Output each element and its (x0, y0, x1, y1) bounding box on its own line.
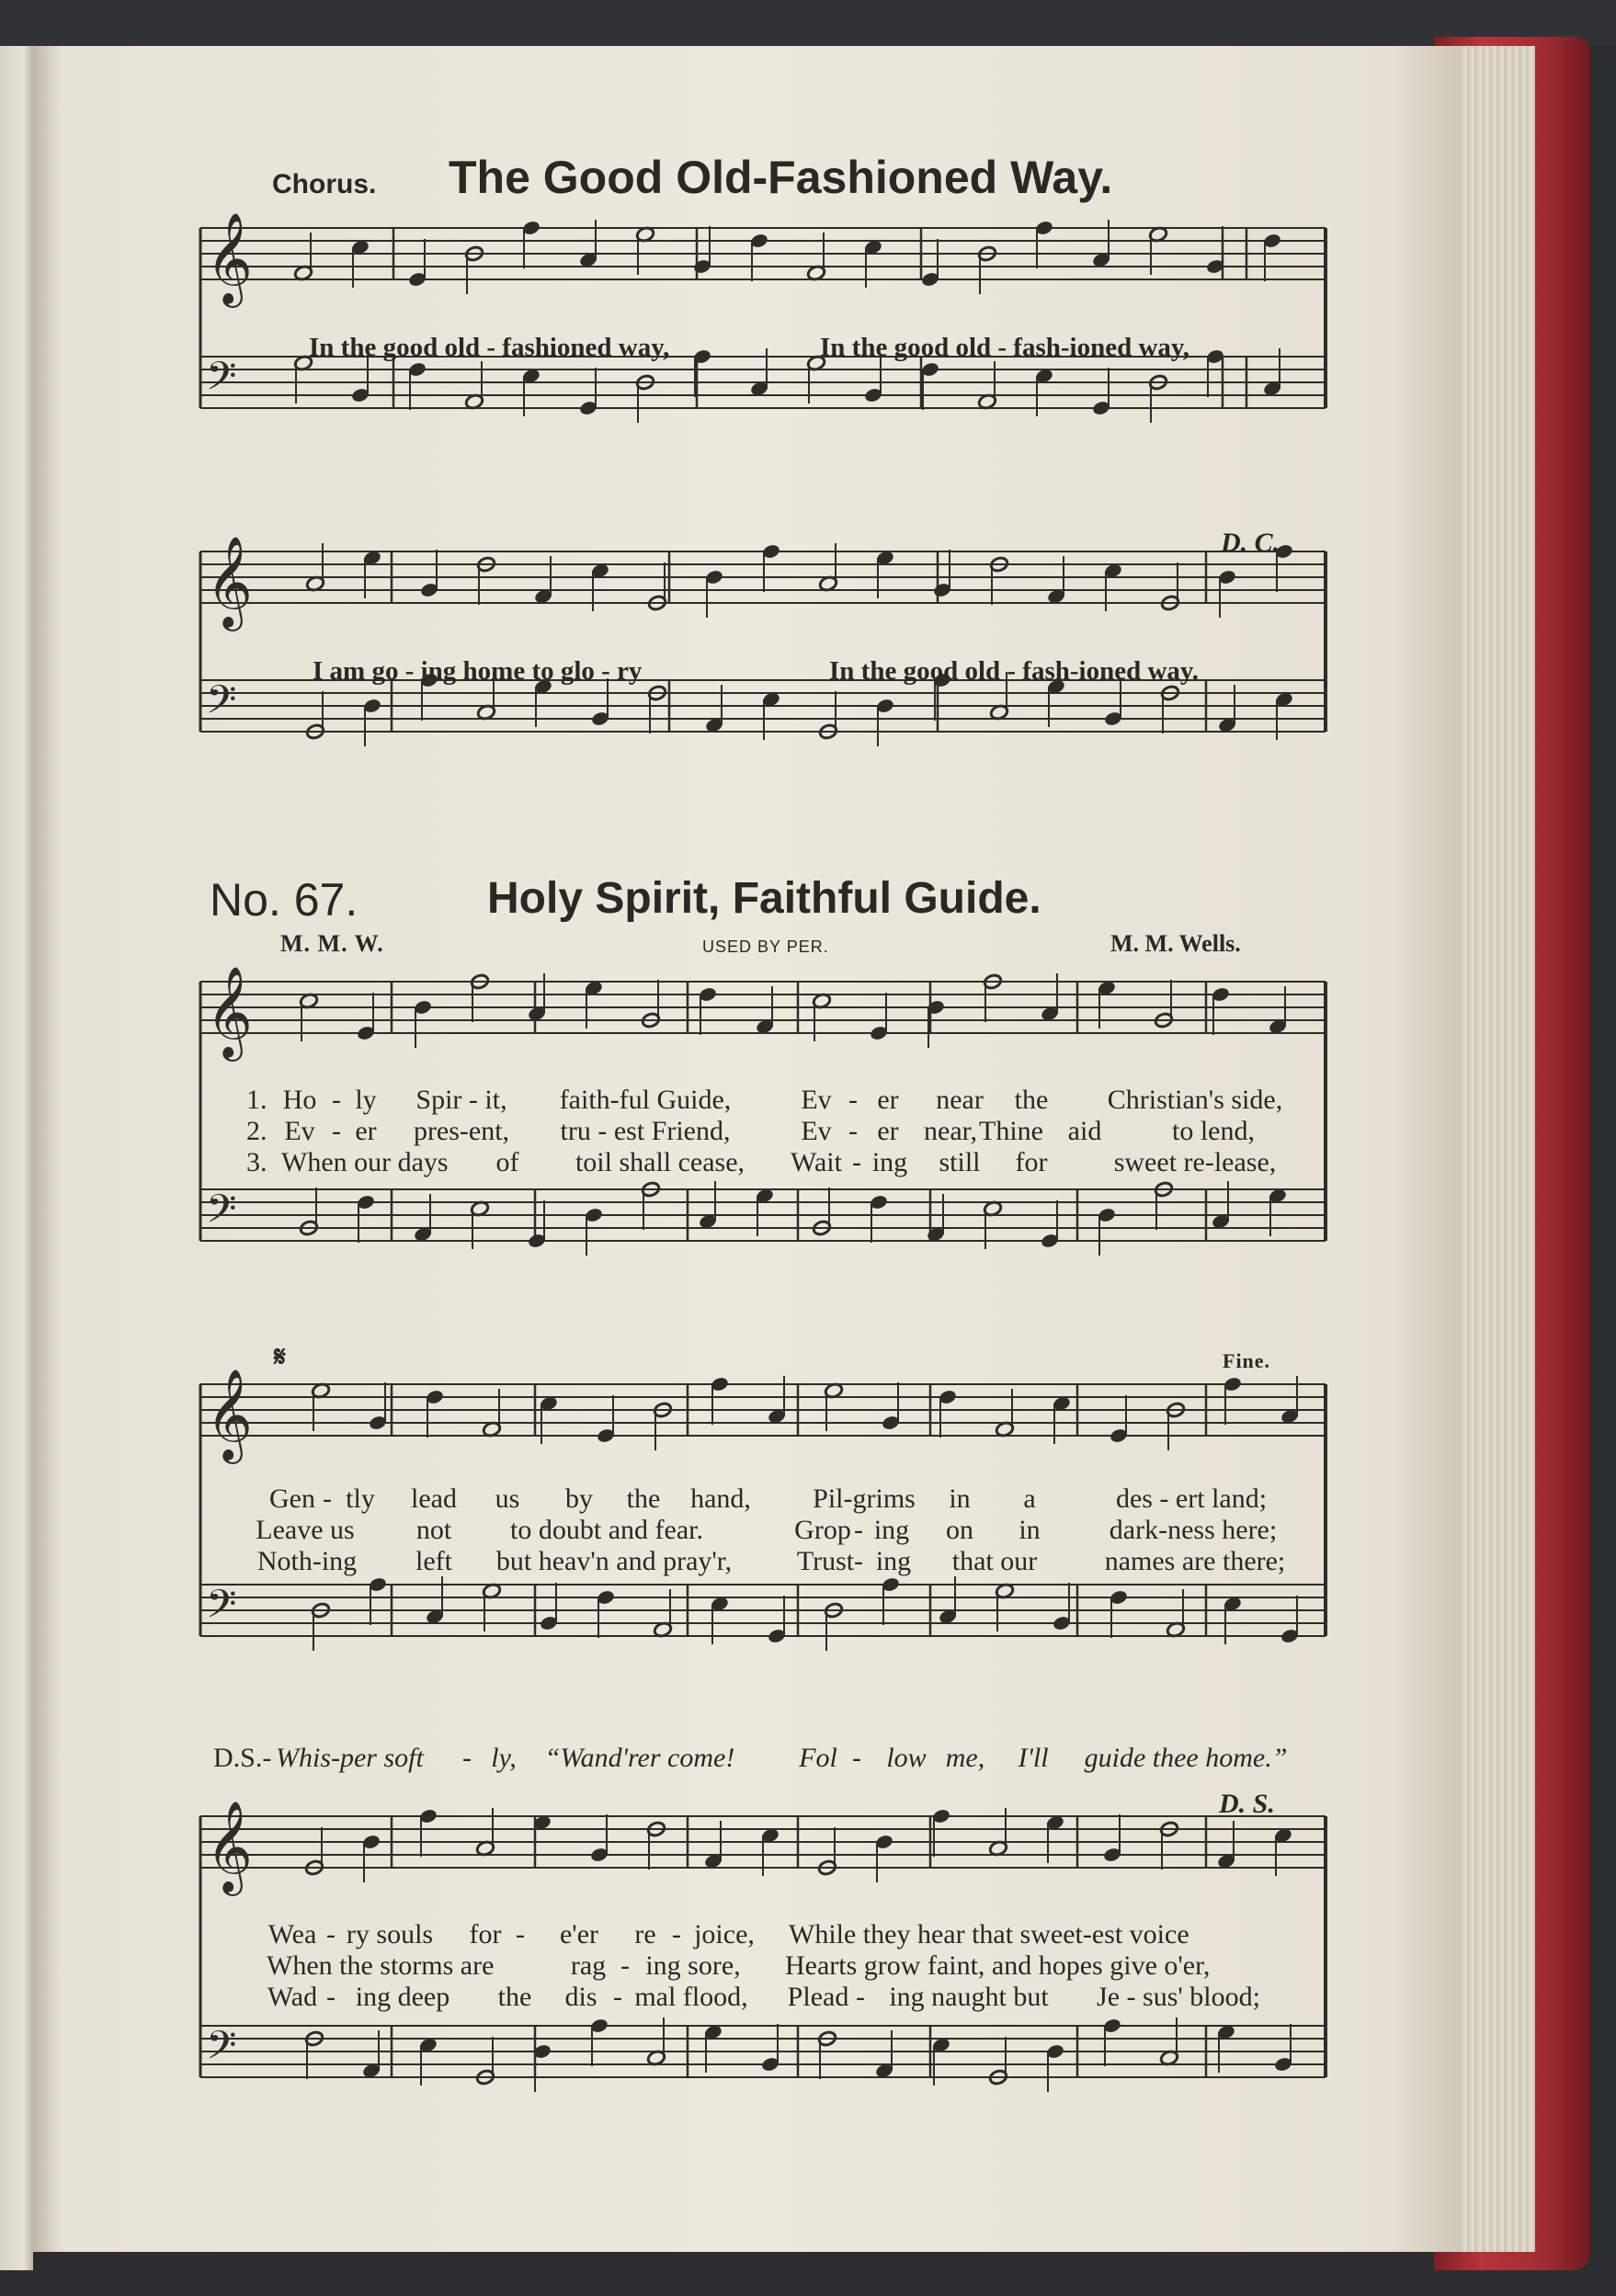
syllable: in (1019, 1515, 1041, 1545)
syllable: ly, (491, 1743, 517, 1773)
syllable: for (469, 1919, 502, 1949)
syllable: dis (564, 1982, 597, 2012)
verse-3-line (0, 1147, 1616, 1178)
syllable: ing deep (355, 1982, 450, 2012)
verse-1-line (0, 1919, 1616, 1950)
syllable: Ev (801, 1116, 832, 1146)
syllable: Plead (787, 1982, 849, 2012)
syllable: of (495, 1147, 519, 1177)
hymn-title-good-old-fashioned-way: The Good Old-Fashioned Way. (449, 152, 1113, 203)
verse-3-line (0, 1982, 1616, 2013)
verse-2-line (0, 1950, 1616, 1982)
syllable: to doubt and fear. (510, 1515, 703, 1545)
syllable: to lend, (1172, 1116, 1255, 1146)
syllable: - (672, 1919, 681, 1949)
syllable: - (326, 1919, 336, 1949)
syllable: - (613, 1982, 622, 2012)
bass-clef: 𝄢 (206, 354, 237, 409)
syllable: Hearts grow faint, and hopes give o'er, (785, 1950, 1211, 1981)
syllable: ing (873, 1515, 910, 1545)
composer-name: M. M. Wells. (1110, 930, 1241, 957)
syllable: Trust (796, 1546, 855, 1576)
syllable: While they hear that sweet-est voice (789, 1919, 1189, 1949)
verse-3-line (0, 1546, 1616, 1577)
syllable: still (939, 1147, 981, 1177)
syllable: - (854, 1546, 863, 1576)
syllable: When our days (281, 1147, 449, 1177)
syllable: Ho (282, 1085, 317, 1115)
lyric-phrase: In the good old - fash-ioned way. (829, 656, 1200, 686)
syllable: e'er (559, 1919, 599, 1949)
syllable: - (854, 1515, 863, 1545)
syllable: Gen (269, 1483, 315, 1514)
syllable: lead (411, 1483, 457, 1514)
syllable: a (1023, 1483, 1036, 1514)
treble-clef: 𝄞 (206, 212, 253, 304)
syllable: tly (346, 1483, 375, 1514)
lyric-line (0, 656, 1616, 688)
syllable: by (565, 1483, 593, 1514)
treble-clef: 𝄞 (206, 536, 253, 628)
syllable: - (848, 1116, 858, 1146)
syllable: ry souls (346, 1919, 434, 1949)
syllable: the (1014, 1085, 1049, 1115)
syllable: ing sore, (645, 1950, 741, 1981)
syllable: Thine (979, 1116, 1043, 1146)
syllable: - (332, 1116, 341, 1146)
syllable: er (877, 1116, 899, 1146)
syllable: left (415, 1546, 452, 1576)
syllable: faith-ful Guide, (559, 1085, 732, 1115)
fine-mark: Fine. (1223, 1349, 1271, 1372)
syllable: tru - est Friend, (560, 1116, 731, 1146)
lyric-phrase: I am go - ing home to glo - ry (313, 656, 643, 686)
syllable: Whis-per soft (276, 1743, 424, 1773)
syllable: pres-ent, (413, 1116, 510, 1146)
syllable: Fol (799, 1743, 837, 1773)
syllable: er (877, 1085, 899, 1115)
syllable: near (936, 1085, 984, 1115)
syllable: er (355, 1116, 377, 1146)
syllable: ing naught but (889, 1982, 1049, 2012)
syllable: Grop (794, 1515, 851, 1545)
syllable: - (852, 1147, 861, 1177)
verse-2-line (0, 1116, 1616, 1147)
treble-clef: 𝄞 (206, 1369, 253, 1461)
bass-clef: 𝄢 (206, 677, 237, 733)
verse-1-line (0, 1483, 1616, 1515)
syllable: not (415, 1515, 452, 1545)
syllable: on (946, 1515, 973, 1545)
verse-2-line (0, 1515, 1616, 1546)
syllable: me, (945, 1743, 985, 1773)
syllable: - (516, 1919, 525, 1949)
ds-mark: D. S. (1219, 1789, 1275, 1819)
treble-clef: 𝄞 (206, 1801, 253, 1892)
bass-clef: 𝄢 (206, 1582, 237, 1637)
segno-mark: 𝄋 (274, 1342, 286, 1372)
syllable: rag (570, 1950, 607, 1981)
permission-note: USED BY PER. (702, 938, 829, 956)
syllable: hand, (690, 1483, 751, 1514)
bass-clef: 𝄢 (206, 2023, 237, 2078)
syllable: dark-ness here; (1109, 1515, 1278, 1545)
lyric-phrase: In the good old - fash-ioned way, (820, 333, 1190, 362)
ds-label: D.S.- (213, 1743, 272, 1773)
syllable: - (620, 1950, 630, 1981)
syllable: Pil-grims (813, 1483, 916, 1514)
syllable: for (1015, 1147, 1048, 1177)
syllable: - (323, 1483, 332, 1514)
syllable: names are there; (1104, 1546, 1286, 1576)
syllable: I'll (1018, 1743, 1049, 1773)
dc-mark: D. C. (1221, 528, 1280, 558)
chorus-label: Chorus. (272, 169, 377, 199)
syllable: that our (951, 1546, 1038, 1576)
syllable: Spir - it, (415, 1085, 507, 1115)
syllable: us (495, 1483, 520, 1514)
syllable: Christian's side, (1107, 1085, 1283, 1115)
syllable: Wad (267, 1982, 318, 2012)
syllable: Ev (284, 1116, 315, 1146)
verse-number: 1. (246, 1085, 267, 1115)
treble-clef: 𝄞 (206, 966, 253, 1058)
syllable: joice, (694, 1919, 755, 1949)
syllable: - (856, 1982, 865, 2012)
syllable: in (949, 1483, 971, 1514)
syllable: - (852, 1743, 861, 1773)
syllable: ing (871, 1147, 908, 1177)
syllable: the (626, 1483, 661, 1514)
ds-refrain-line (0, 1743, 1616, 1774)
lyricist-initials: M. M. W. (280, 930, 384, 957)
bass-clef: 𝄢 (206, 1187, 237, 1242)
syllable: ly (355, 1085, 377, 1115)
syllable: - (332, 1085, 341, 1115)
hymn-title-holy-spirit: Holy Spirit, Faithful Guide. (487, 874, 1041, 923)
verse-number: 3. (246, 1147, 267, 1177)
syllable: - (462, 1743, 472, 1773)
lyric-line (0, 333, 1616, 364)
syllable: “Wand'rer come! (544, 1743, 735, 1773)
syllable: Ev (801, 1085, 832, 1115)
syllable: ing (875, 1546, 912, 1576)
syllable: Leave us (256, 1515, 355, 1545)
syllable: near, (924, 1116, 977, 1146)
syllable: Wait (791, 1147, 842, 1177)
syllable: aid (1067, 1116, 1102, 1146)
syllable: low (886, 1743, 927, 1773)
lyric-phrase: In the good old - fashioned way, (309, 333, 670, 362)
syllable: - (848, 1085, 858, 1115)
syllable: re (634, 1919, 656, 1949)
verse-1-line (0, 1085, 1616, 1116)
syllable: Noth-ing (256, 1546, 358, 1576)
syllable: When the storms are (267, 1950, 495, 1981)
syllable: mal flood, (634, 1982, 748, 2012)
syllable: des - ert land; (1115, 1483, 1268, 1514)
syllable: the (497, 1982, 532, 2012)
syllable: toil shall cease, (575, 1147, 745, 1177)
syllable: Wea (267, 1919, 317, 1949)
syllable: but heav'n and pray'r, (495, 1546, 733, 1576)
hymn-number: No. 67. (210, 874, 358, 926)
verse-number: 2. (246, 1116, 267, 1146)
syllable: guide thee home.” (1084, 1743, 1288, 1773)
syllable: - (326, 1982, 336, 2012)
syllable: Je - sus' blood; (1097, 1982, 1260, 2012)
syllable: sweet re-lease, (1113, 1147, 1277, 1177)
